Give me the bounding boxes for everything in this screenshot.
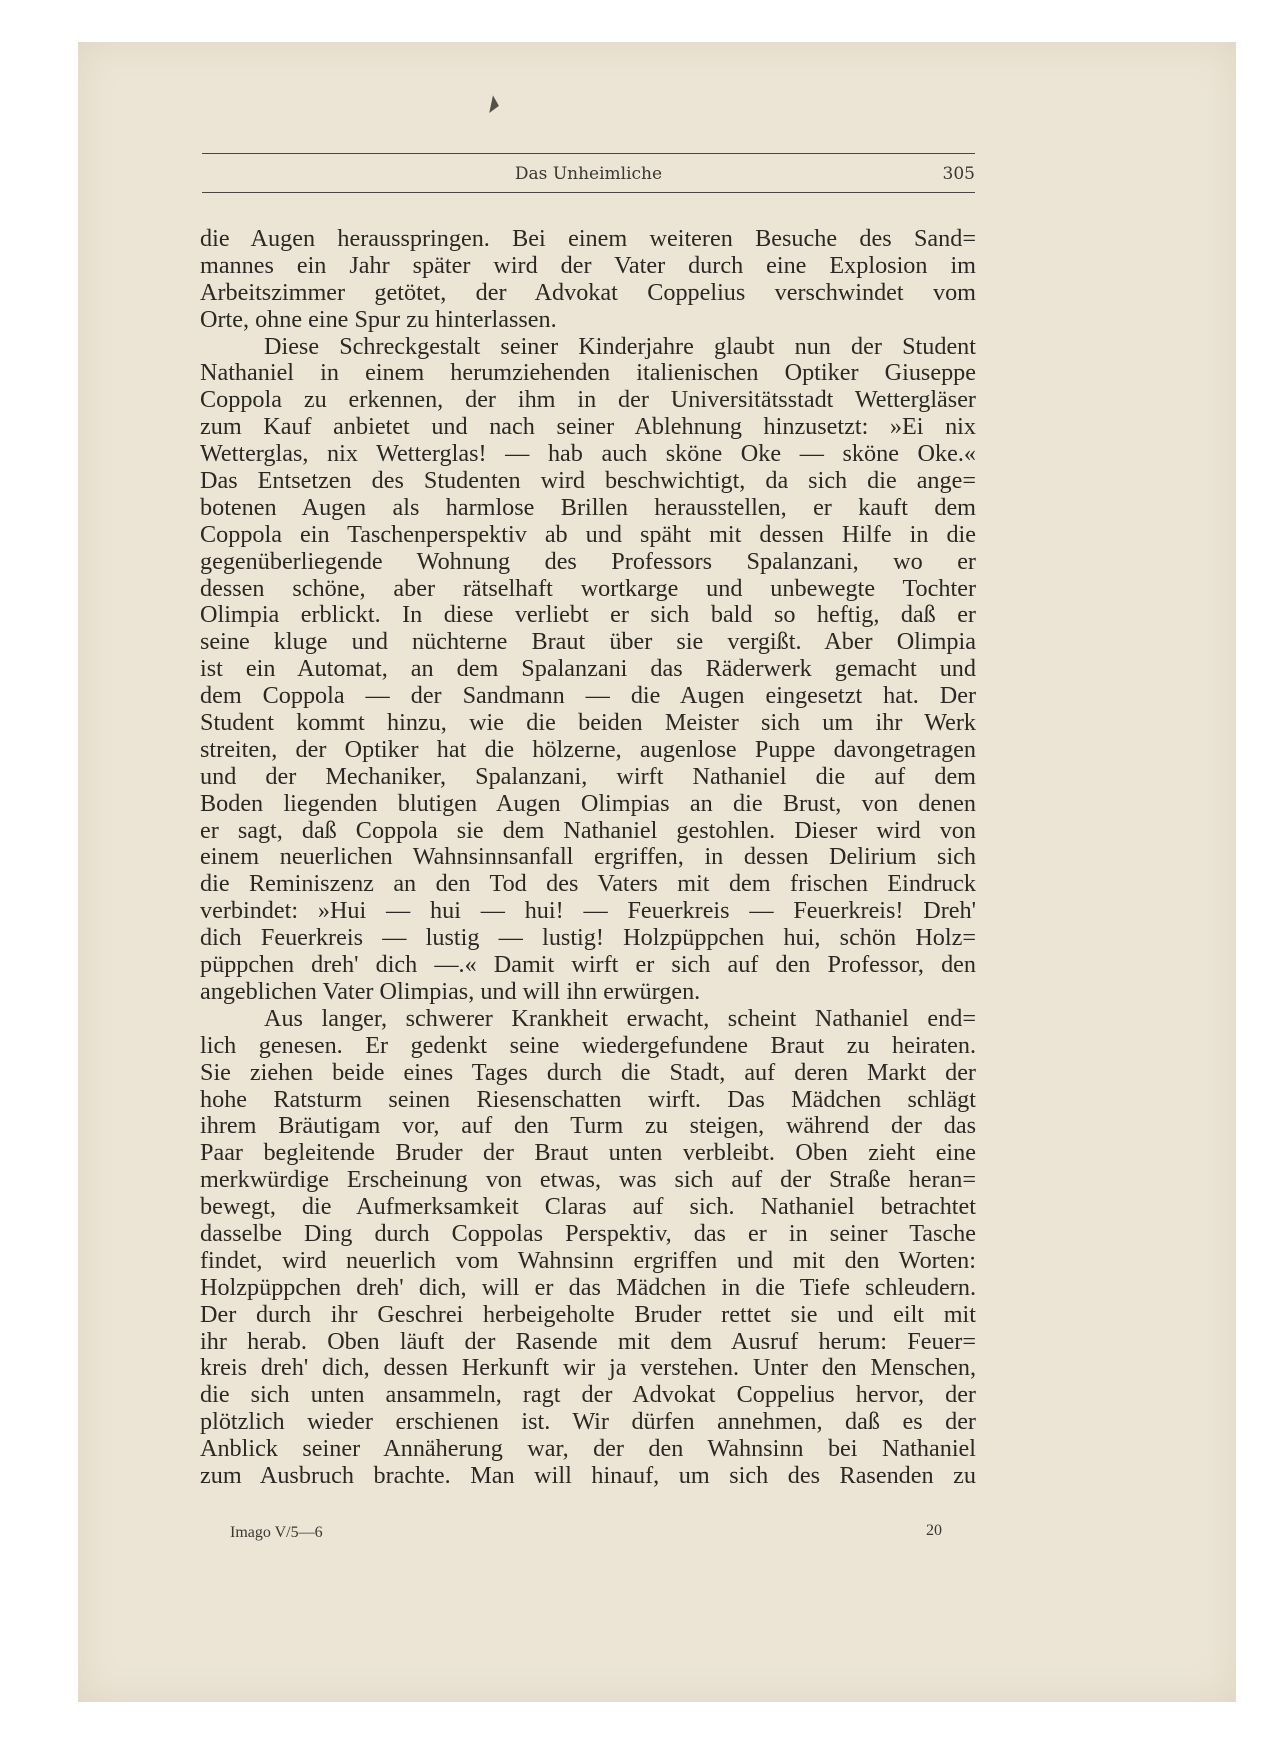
text-line: Wetterglas, nix Wetterglas! — hab auch sköne Oke — sköne Oke.« xyxy=(200,440,976,468)
text-line: die Reminiszenz an den Tod des Vaters mit dem frischen Eindruck xyxy=(200,870,976,898)
text-line: plötzlich wieder erschienen ist. Wir dürfen annehmen, daß es der xyxy=(200,1408,976,1436)
text-line: Coppola ein Taschenperspektiv ab und späht mit dessen Hilfe in die xyxy=(200,520,976,548)
text-line: Arbeitszimmer getötet, der Advokat Coppelius verschwindet vom xyxy=(200,278,976,306)
text-line: er sagt, daß Coppola sie dem Nathaniel gestohlen. Dieser wird von xyxy=(200,816,976,844)
text-line: dem Coppola — der Sandmann — die Augen eingesetzt hat. Der xyxy=(200,682,976,710)
text-line: mannes ein Jahr später wird der Vater durch eine Explosion im xyxy=(200,251,976,279)
text-line: zum Kauf anbietet und nach seiner Ablehnung hinzusetzt: »Ei nix xyxy=(200,413,976,441)
text-line: die Augen herausspringen. Bei einem weiteren Besuche des Sand= xyxy=(200,225,976,252)
text-line: bewegt, die Aufmerksamkeit Claras auf sich. Nathaniel betrachtet xyxy=(200,1193,976,1221)
text-line: Sie ziehen beide eines Tages durch die Stadt, auf deren Markt der xyxy=(200,1058,976,1086)
text-line: Holzpüppchen dreh' dich, will er das Mädchen in die Tiefe schleudern. xyxy=(200,1273,976,1301)
text-line: dasselbe Ding durch Coppolas Perspektiv, das er in seiner Tasche xyxy=(200,1219,976,1247)
text-line: die sich unten ansammeln, ragt der Advokat Coppelius hervor, der xyxy=(200,1381,976,1409)
text-line: Anblick seiner Annäherung war, der den Wahnsinn bei Nathaniel xyxy=(200,1435,976,1463)
header-rule-top xyxy=(202,153,975,154)
page-number: 305 xyxy=(942,164,975,184)
text-line: püppchen dreh' dich —.« Damit wirft er sich auf den Professor, den xyxy=(200,951,976,979)
text-line: ist ein Automat, an dem Spalanzani das Räderwerk gemacht und xyxy=(200,655,976,683)
text-line: ihrem Bräutigam vor, auf den Turm zu steigen, während der das xyxy=(200,1112,976,1140)
text-line: gegenüberliegende Wohnung des Professors Spalanzani, wo er xyxy=(200,547,976,575)
text-line: Boden liegenden blutigen Augen Olimpias an die Brust, von denen xyxy=(200,789,976,817)
body-text xyxy=(200,226,976,1490)
text-line: lich genesen. Er gedenkt seine wiedergefundene Braut zu heiraten. xyxy=(200,1031,976,1059)
footer-signature: Imago V/5—6 xyxy=(230,1524,323,1541)
text-line: zum Ausbruch brachte. Man will hinauf, um sich des Rasenden zu xyxy=(200,1461,976,1489)
text-line: botenen Augen als harmlose Brillen herausstellen, er kauft dem xyxy=(200,493,976,521)
text-line: Olimpia erblickt. In diese verliebt er sich bald so heftig, daß er xyxy=(200,601,976,629)
text-line: kreis dreh' dich, dessen Herkunft wir ja verstehen. Unter den Menschen, xyxy=(200,1354,976,1382)
text-line: Aus langer, schwerer Krankheit erwacht, scheint Nathaniel end= xyxy=(264,1004,976,1032)
text-line: dessen schöne, aber rätselhaft wortkarge und unbewegte Tochter xyxy=(200,574,976,602)
text-line: verbindet: »Hui — hui — hui! — Feuerkreis — Feuerkreis! Dreh' xyxy=(200,897,976,925)
text-line: Diese Schreckgestalt seiner Kinderjahre glaubt nun der Student xyxy=(264,332,976,360)
header-rule-bottom xyxy=(202,192,975,193)
running-title: Das Unheimliche xyxy=(514,164,663,184)
text-line: einem neuerlichen Wahnsinnsanfall ergriffen, in dessen Delirium sich xyxy=(200,843,976,871)
text-line: streiten, der Optiker hat die hölzerne, augenlose Puppe davongetragen xyxy=(200,735,976,763)
text-line: Coppola zu erkennen, der ihm in der Universitätsstadt Wettergläser xyxy=(200,386,976,414)
text-line: ihr herab. Oben läuft der Rasende mit dem Ausruf herum: Feuer= xyxy=(200,1327,976,1355)
text-line: Der durch ihr Geschrei herbeigeholte Bruder rettet sie und eilt mit xyxy=(200,1300,976,1328)
text-line: dich Feuerkreis — lustig — lustig! Holzpüppchen hui, schön Holz= xyxy=(200,924,976,952)
text-line: Das Entsetzen des Studenten wird beschwichtigt, da sich die ange= xyxy=(200,467,976,495)
text-line: Nathaniel in einem herumziehenden italienischen Optiker Giuseppe xyxy=(200,359,976,387)
footer-sheet-number: 20 xyxy=(926,1522,942,1539)
text-line: angeblichen Vater Olimpias, und will ihn erwürgen. xyxy=(200,977,701,1005)
text-line: seine kluge und nüchterne Braut über sie vergißt. Aber Olimpia xyxy=(200,628,976,656)
text-line: Paar begleitende Bruder der Braut unten verbleibt. Oben zieht eine xyxy=(200,1139,976,1167)
text-line: und der Mechaniker, Spalanzani, wirft Nathaniel die auf dem xyxy=(200,762,976,790)
text-line: Student kommt hinzu, wie die beiden Meister sich um ihr Werk xyxy=(200,709,976,737)
text-line: findet, wird neuerlich vom Wahnsinn ergriffen und mit den Worten: xyxy=(200,1246,976,1274)
text-line: hohe Ratsturm seinen Riesenschatten wirft. Das Mädchen schlägt xyxy=(200,1085,976,1113)
text-line: merkwürdige Erscheinung von etwas, was sich auf der Straße heran= xyxy=(200,1166,976,1194)
text-line: Orte, ohne eine Spur zu hinterlassen. xyxy=(200,305,557,333)
